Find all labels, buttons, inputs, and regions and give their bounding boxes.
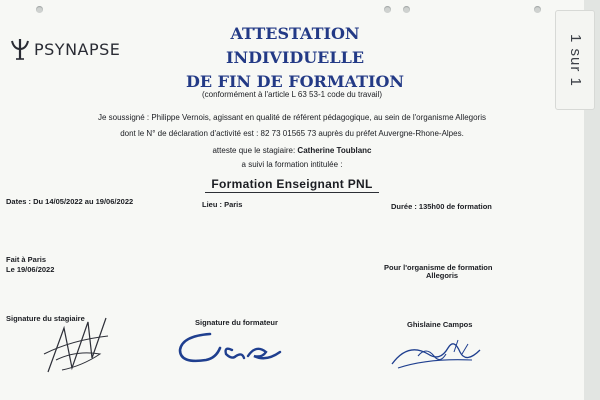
psynapse-logo <box>10 35 120 63</box>
organisation-label: Pour l'organisme de formation <box>384 263 493 272</box>
course-underline <box>205 192 379 193</box>
punch-hole <box>534 6 541 13</box>
trainee-name: Catherine Toublanc <box>297 146 372 155</box>
trainer-signature-label: Signature du formateur <box>195 318 278 327</box>
trainer-signature <box>176 328 286 368</box>
page-indicator-text: 1 sur 1 <box>567 33 584 87</box>
training-place: Lieu : Paris <box>202 200 243 209</box>
psi-icon <box>10 37 30 61</box>
issued-place: Fait à Paris <box>6 255 47 264</box>
course-title: Formation Enseignant PNL <box>211 177 373 191</box>
attestation-prefix: atteste que le stagiaire: <box>212 146 298 155</box>
legal-reference: (conformément à l'article L 63 53-1 code du travail) <box>202 90 382 99</box>
body-line-2: dont le N° de déclaration d'activité est : 82 73 01565 73 auprès du préfet Auvergne-Rhone-Alpes. <box>120 129 464 138</box>
organisation-signature <box>388 334 484 374</box>
trainee-signature <box>42 310 112 378</box>
training-duration: Durée : 135h00 de formation <box>391 202 492 211</box>
document-title <box>160 22 430 94</box>
punch-holes <box>28 6 568 16</box>
trainee-signature-label: Signature du stagiaire <box>6 314 85 323</box>
punch-hole <box>384 6 391 13</box>
training-dates: Dates : Du 14/05/2022 au 19/06/2022 <box>6 197 134 206</box>
org-signatory-name: Ghislaine Campos <box>407 320 473 329</box>
logo-text: PSYNAPSE <box>34 39 121 59</box>
issued-date: Le 19/06/2022 <box>6 265 55 274</box>
body-line-4: a suivi la formation intitulée : <box>241 160 343 169</box>
punch-hole <box>36 6 43 13</box>
organisation-name: Allegoris <box>426 271 459 280</box>
title-line-2: DE FIN DE FORMATION <box>185 72 405 91</box>
body-line-1: Je soussigné : Philippe Vernois, agissant en qualité de référent pédagogique, au sein de l'organisme Allegoris <box>97 113 486 122</box>
page-indicator-tab <box>555 10 595 110</box>
body-line-3 <box>0 146 584 155</box>
punch-hole <box>403 6 410 13</box>
title-line-1: ATTESTATION INDIVIDUELLE <box>225 24 365 67</box>
